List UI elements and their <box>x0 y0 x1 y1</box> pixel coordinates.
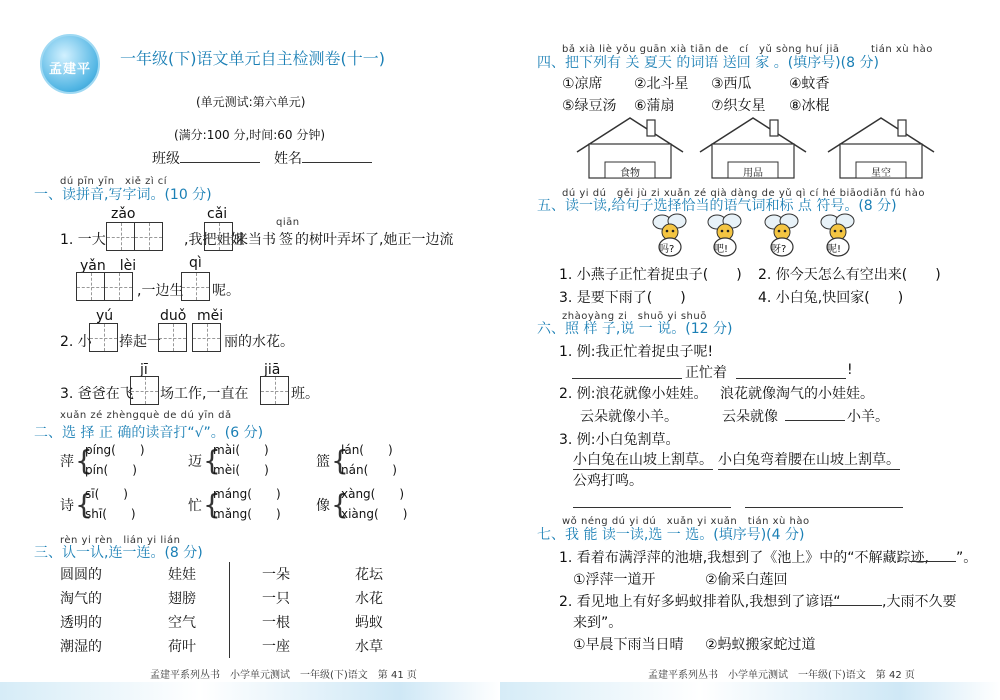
char-box[interactable] <box>106 222 135 251</box>
s7-pinyin: wǒ néng dú yi dú xuǎn yi xuǎn tián xù hào <box>562 516 810 527</box>
option-a[interactable]: píng( ) <box>85 443 145 457</box>
section-4-title: 四、把下列有 关 夏天 的词语 送回 家 。(填序号)(8 分) <box>537 55 879 71</box>
option-b[interactable]: nán( ) <box>341 463 397 477</box>
house-label: 食物 <box>620 168 640 179</box>
char-box[interactable] <box>104 272 133 301</box>
summer-item: ⑧冰棍 <box>789 98 830 114</box>
match-word[interactable]: 潮湿的 <box>60 639 102 655</box>
answer-line[interactable] <box>826 605 882 606</box>
match-word[interactable]: 蚂蚁 <box>355 615 383 631</box>
section-7-title: 七、我 能 读一读,选 一 选。(填序号)(4 分) <box>537 527 805 543</box>
brace-icon: { <box>203 488 221 521</box>
option-b[interactable]: mǎng( ) <box>213 507 281 521</box>
option-b[interactable]: xiàng( ) <box>341 507 408 521</box>
bee-icon <box>818 210 858 258</box>
answer-line[interactable] <box>785 420 845 421</box>
unit-subtitle: (单元测试:第六单元) <box>196 95 306 109</box>
match-word[interactable]: 一座 <box>262 639 290 655</box>
answer-line[interactable] <box>572 378 682 379</box>
page-title: 一年级(下)语文单元自主检测卷(十一) <box>120 49 385 68</box>
bee-label: 吗? <box>659 244 675 255</box>
brace-icon: { <box>203 444 221 477</box>
brace-icon: { <box>75 444 93 477</box>
match-word[interactable]: 娃娃 <box>168 567 196 583</box>
answer-line[interactable] <box>736 378 846 379</box>
s1-pinyin: dú pīn yīn xiě zì cí <box>60 176 168 187</box>
char-box[interactable] <box>89 323 118 352</box>
match-word[interactable]: 水草 <box>355 639 383 655</box>
s4-pinyin: bǎ xià liè yǒu guān xià tiān de cí yǔ sòng huí jiā tián xù hào <box>562 44 933 55</box>
summer-item: ⑥蒲扇 <box>634 98 675 114</box>
score-time: (满分:100 分,时间:60 分钟) <box>174 128 326 142</box>
section-2-title: 二、选 择 正 确的读音打“√”。(6 分) <box>34 425 264 441</box>
column-divider <box>229 562 230 658</box>
house-icon <box>575 114 685 180</box>
target-char: 像 <box>316 498 330 514</box>
option-b[interactable]: shī( ) <box>85 507 136 521</box>
section-5-title: 五、读一读,给句子选择恰当的语气词和标 点 符号。(8 分) <box>537 198 897 214</box>
match-word[interactable]: 一只 <box>262 591 290 607</box>
char-box[interactable] <box>260 376 289 405</box>
match-word[interactable]: 圆圆的 <box>60 567 102 583</box>
answer-line[interactable] <box>573 507 731 508</box>
answer-line[interactable] <box>745 507 903 508</box>
s5-pinyin: dú yi dú gěi jù zi xuǎn zé qià dàng de yǔ qì cí hé biāodiǎn fú hào <box>562 188 925 199</box>
match-word[interactable]: 花坛 <box>355 567 383 583</box>
answer-line[interactable] <box>910 561 956 562</box>
target-char: 萍 <box>60 454 74 470</box>
char-box[interactable] <box>130 376 159 405</box>
match-word[interactable]: 一根 <box>262 615 290 631</box>
char-box[interactable] <box>181 272 210 301</box>
target-char: 诗 <box>60 498 74 514</box>
summer-item: ⑦织女星 <box>711 98 766 114</box>
char-box[interactable] <box>192 323 221 352</box>
match-word[interactable]: 翅膀 <box>168 591 196 607</box>
house-icon <box>826 114 936 180</box>
footer-wave <box>500 682 1000 700</box>
bee-label: 呀? <box>771 244 787 255</box>
summer-item: ④蚊香 <box>789 76 830 92</box>
q5-3: 3. 是要下雨了( ) <box>559 290 686 306</box>
class-field[interactable]: 班级 姓名 <box>152 148 372 168</box>
brace-icon: { <box>331 488 349 521</box>
bee-icon <box>705 210 745 258</box>
s3-pinyin: rèn yi rèn lián yi lián <box>60 535 181 546</box>
left-page: 孟建平 一年级(下)语文单元自主检测卷(十一) (单元测试:第六单元) (满分:100 分,时间:60 分钟) 班级 姓名 dú pīn yīn xiě zì cí 一、读拼音,写字词。(10 分) zǎo cǎi qiān 1. 一大 ,我把姐姐 来当书 签 的树叶弄坏了,她正一边流 yǎn lèi qì ,一边生 呢。 yú duǒ měi 2. 小 捧起一 丽的水花。 jī jiā 3. 爸爸在飞 场工作,一直在 班。 xuǎn zé zhèngquè de dú yīn dǎ 二、选 择 正 确的读音打“√”。(6 分) 萍 { píng( ) pín( ) 迈 { mài( ) mèi( ) 篮 { lán( ) nán( ) 诗 { sī( ) shī( ) 忙 { máng( ) mǎng( ) 像 { xàng( ) xiàng( ) rèn yi rèn lián yi lián 三、认一认,连一连。(8 分) 圆圆的 淘气的 透明的 潮湿的 娃娃 翅膀 空气 荷叶 一朵 一只 一根 一座 花坛 水花 蚂蚁 水草 孟建平系列丛书 小学单元测试 一年级(下)语文 第 41 页 <box>0 0 500 700</box>
brace-icon: { <box>75 488 93 521</box>
section-1-title: 一、读拼音,写字词。(10 分) <box>34 187 212 203</box>
footer-wave <box>0 682 500 700</box>
target-char: 篮 <box>316 454 330 470</box>
summer-item: ⑤绿豆汤 <box>562 98 617 114</box>
right-page: bǎ xià liè yǒu guān xià tiān de cí yǔ sòng huí jiā tián xù hào 四、把下列有 关 夏天 的词语 送回 家 。(填序号)(8 分) ①凉席 ②北斗星 ③西瓜 ④蚊香 ⑤绿豆汤 ⑥蒲扇 ⑦织女星 ⑧冰棍 食物 用品 星空 dú yi dú gěi jù zi xuǎn zé qià dàng de yǔ qì cí hé biāodiǎn fú hào 五、读一读,给句子选择恰当的语气词和标 点 符号。(8 分) 吗? 吧! 呀? 呢! 1. 小燕子正忙着捉虫子( ) 2. 你今天怎么有空出来( ) 3. 是要下雨了( ) 4. 小白兔,快回家( ) zhàoyàng zi shuō yi shuō 六、照 样 子,说 一 说。(12 分) 1. 例:我正忙着捉虫子呢! 正忙着 ! 2. 例:浪花就像小娃娃。 浪花就像淘气的小娃娃。 云朵就像小羊。 云朵就像 小羊。 3. 例:小白兔割草。 小白兔在山坡上割草。 小白兔弯着腰在山坡上割草。 公鸡打鸣。 wǒ néng dú yi dú xuǎn yi xuǎn tián xù hào 七、我 能 读一读,选 一 选。(填序号)(4 分) 1. 看着布满浮萍的池塘,我想到了《池上》中的“不解藏踪迹, ”。 ①浮萍一道开 ②偷采白莲回 2. 看见地上有好多蚂蚁排着队,我想到了谚语“ ,大雨不久要 来到”。 ①早晨下雨当日晴 ②蚂蚁搬家蛇过道 孟建平系列丛书 小学单元测试 一年级(下)语文 第 42 页 <box>500 0 1000 700</box>
s2-pinyin: xuǎn zé zhèngquè de dú yīn dǎ <box>60 410 232 421</box>
match-word[interactable]: 透明的 <box>60 615 102 631</box>
house-label: 星空 <box>871 168 891 179</box>
option-a[interactable]: mài( ) <box>213 443 269 457</box>
target-char: 迈 <box>188 454 202 470</box>
section-3-title: 三、认一认,连一连。(8 分) <box>34 545 203 561</box>
match-word[interactable]: 一朵 <box>262 567 290 583</box>
char-box[interactable] <box>204 222 233 251</box>
match-word[interactable]: 荷叶 <box>168 639 196 655</box>
brand-logo: 孟建平 <box>40 34 100 94</box>
char-box[interactable] <box>158 323 187 352</box>
option-a[interactable]: lán( ) <box>341 443 393 457</box>
summer-item: ①凉席 <box>562 76 603 92</box>
char-box[interactable] <box>76 272 105 301</box>
option-b[interactable]: pín( ) <box>85 463 137 477</box>
house-icon <box>698 114 808 180</box>
section-6-title: 六、照 样 子,说 一 说。(12 分) <box>537 321 733 337</box>
page-footer: 孟建平系列丛书 小学单元测试 一年级(下)语文 第 41 页 <box>150 670 417 681</box>
option-b[interactable]: mèi( ) <box>213 463 269 477</box>
option-a[interactable]: xàng( ) <box>341 487 405 501</box>
char-box[interactable] <box>134 222 163 251</box>
bee-icon <box>762 210 802 258</box>
q5-4: 4. 小白兔,快回家( ) <box>758 290 904 306</box>
brace-icon: { <box>331 444 349 477</box>
bee-icon <box>650 210 690 258</box>
option-a[interactable]: máng( ) <box>213 487 281 501</box>
option-a[interactable]: sī( ) <box>85 487 128 501</box>
match-word[interactable]: 水花 <box>355 591 383 607</box>
target-char: 忙 <box>188 498 202 514</box>
page-footer: 孟建平系列丛书 小学单元测试 一年级(下)语文 第 42 页 <box>648 670 915 681</box>
house-label: 用品 <box>743 168 763 179</box>
s6-pinyin: zhàoyàng zi shuō yi shuō <box>562 311 707 322</box>
summer-item: ③西瓜 <box>711 76 752 92</box>
bee-label: 吧! <box>714 244 729 255</box>
q5-1: 1. 小燕子正忙着捉虫子( ) <box>559 267 742 283</box>
summer-item: ②北斗星 <box>634 76 689 92</box>
q5-2: 2. 你今天怎么有空出来( ) <box>758 267 941 283</box>
match-word[interactable]: 淘气的 <box>60 591 102 607</box>
match-word[interactable]: 空气 <box>168 615 196 631</box>
bee-label: 呢! <box>827 244 842 255</box>
